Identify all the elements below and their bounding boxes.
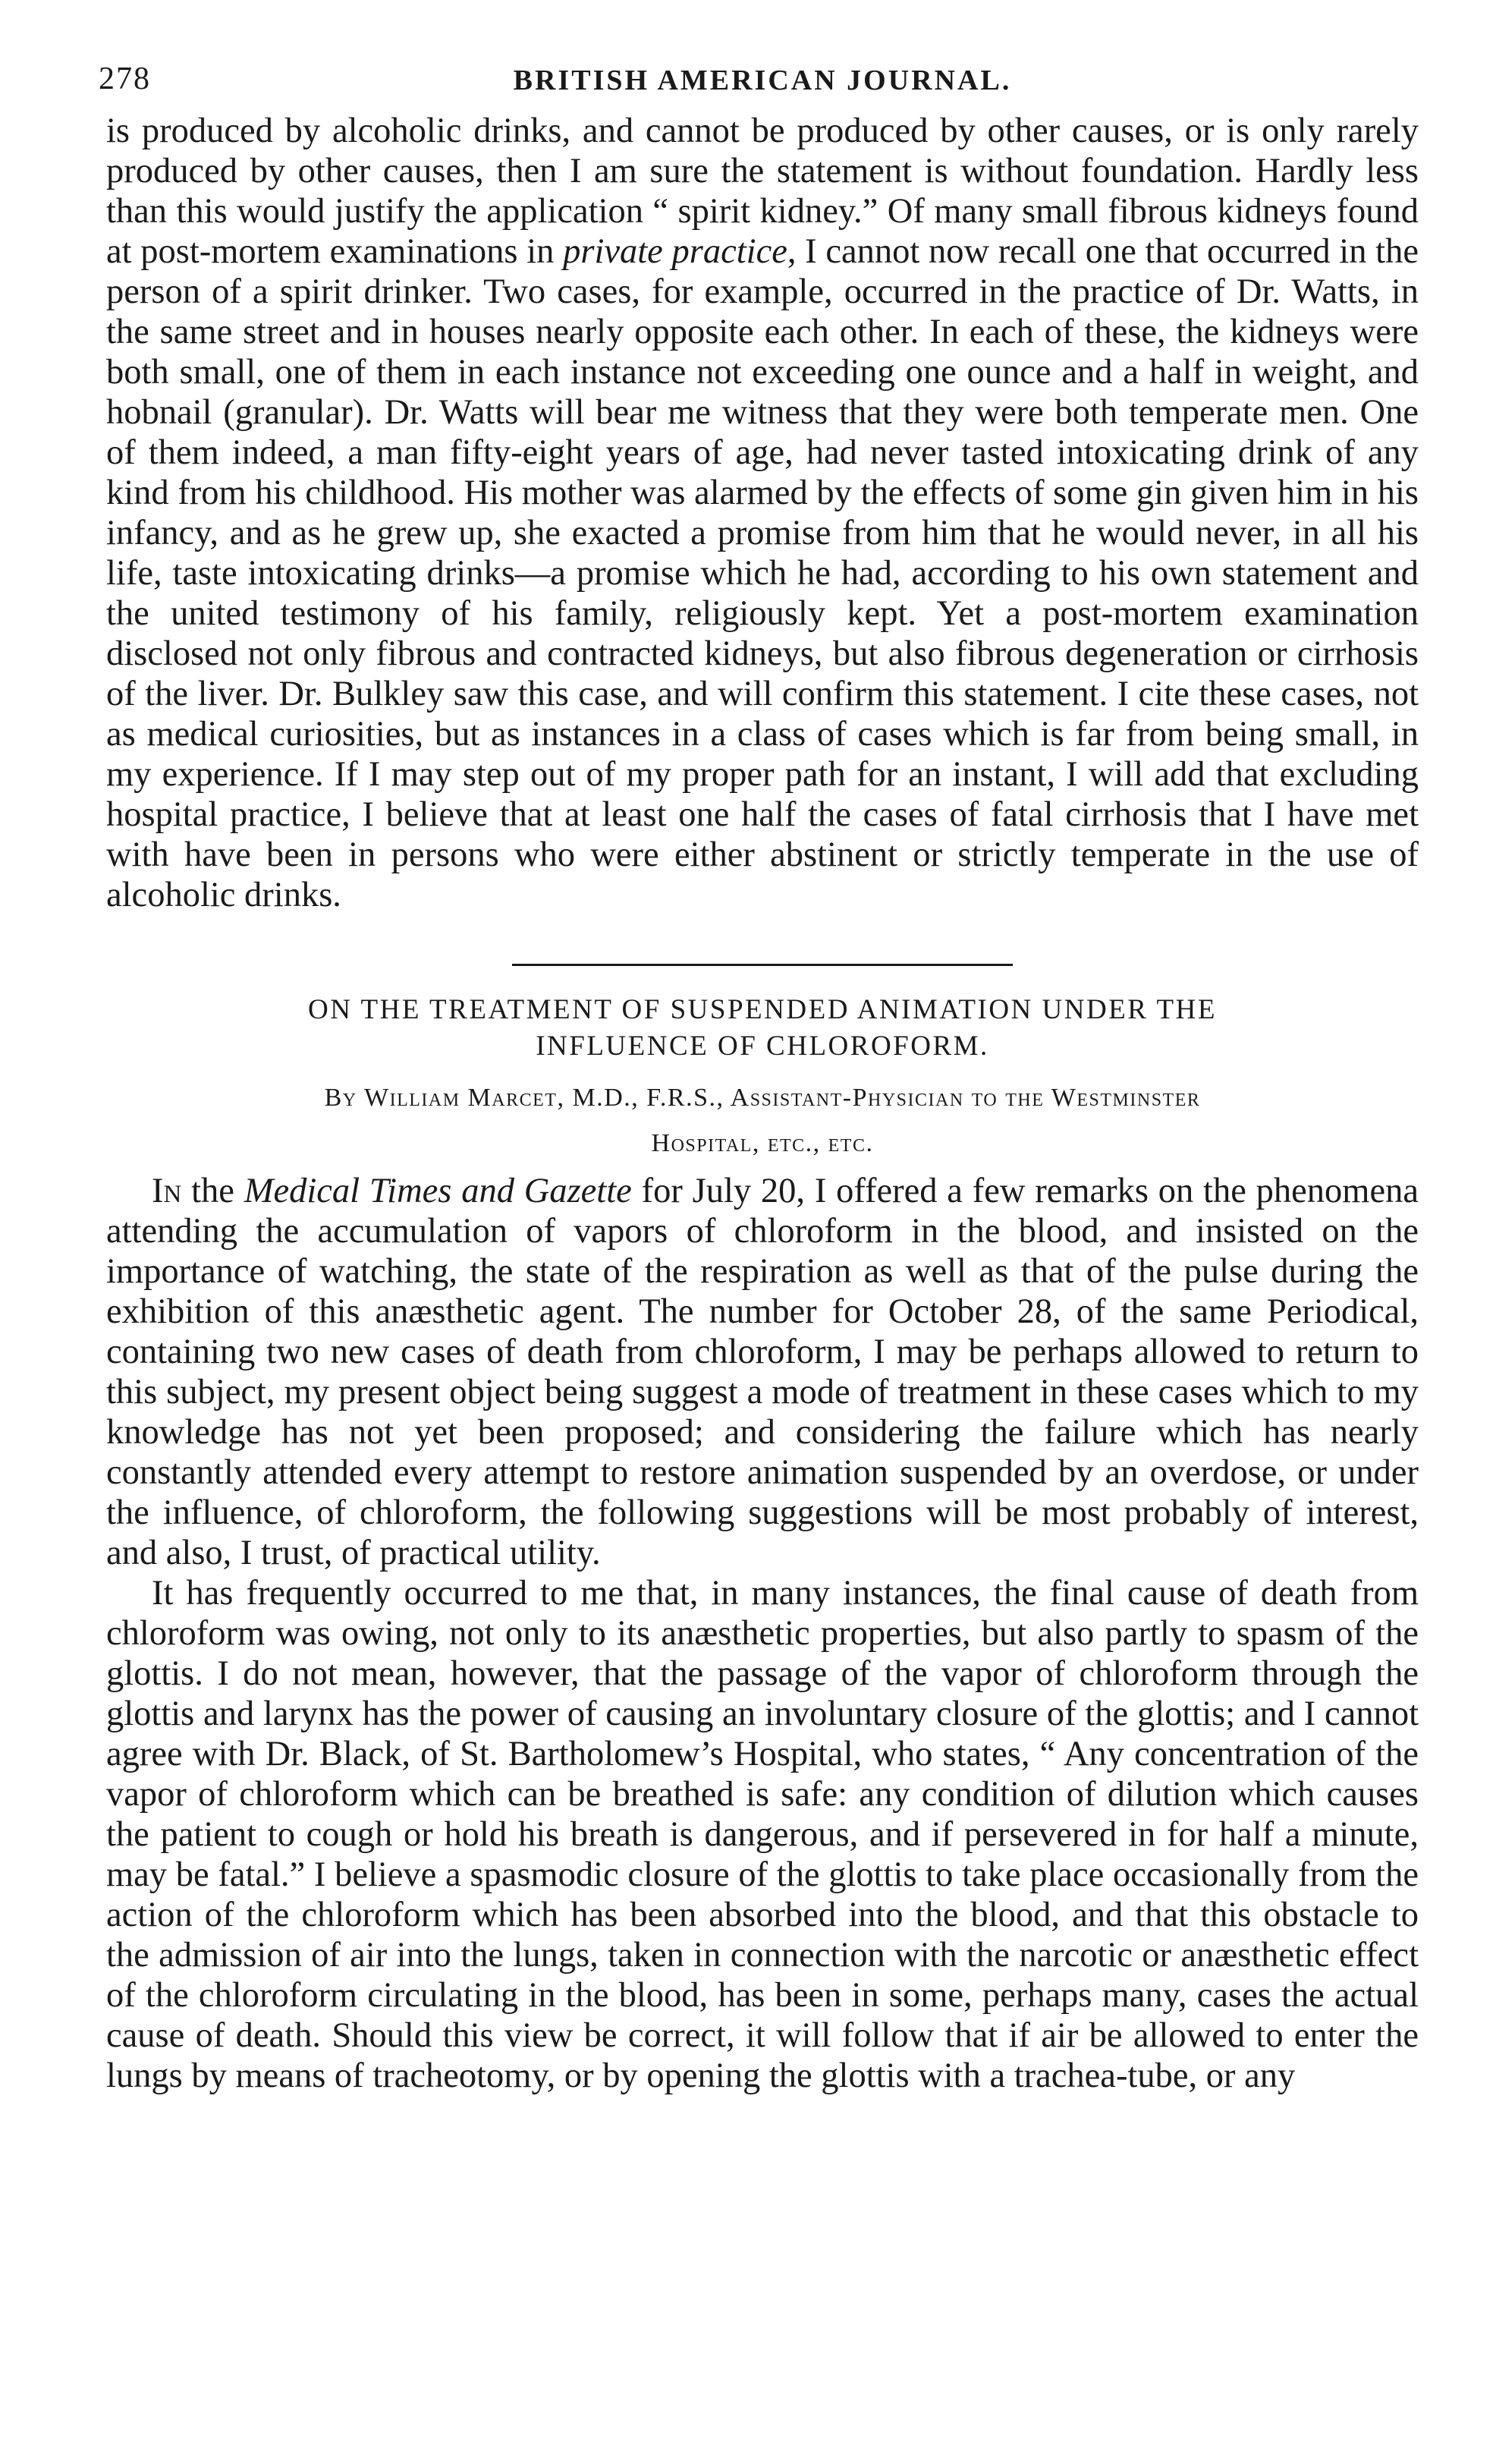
journal-page bbox=[99, 53, 1419, 2096]
continued-paragraph bbox=[106, 111, 1419, 915]
byline-line: By William Marcet, M.D., F.R.S., Assistant-Physician to the Westminster bbox=[324, 1084, 1201, 1112]
article-paragraph-2: It has frequently occurred to me that, in many instances, the final cause of death from chloroform was owing, not only to its anæsthetic properties, but also partly to spasm of the glottis. I do not mean, however, that the passage of the vapor of chloroform through the glottis and larynx has the power of causing an involuntary closure of the glottis; and I cannot agree with Dr. Black, of St. Bartholomew’s Hospital, who states, “ Any concentration of the vapor of chloroform which can be breathed is safe: any condition of dilution which causes the patient to cough or hold his breath is dangerous, and if persevered in for half a minute, may be fatal.” I believe a spasmodic closure of the glottis to take place occasionally from the action of the chloroform which has been absorbed into the blood, and that this obstacle to the admission of air into the lungs, taken in connection with the narcotic or anæsthetic effect of the chloroform circulating in the blood, has been in some, perhaps many, cases the actual cause of death. Should this view be correct, it will follow that if air be allowed to enter the lungs by means of tracheotomy, or by opening the glottis with a trachea-tube, or any bbox=[106, 1574, 1419, 2095]
paragraph-text: , I cannot now recall one that occurred in the person of a spirit drinker. Two cases, for example, occurred in the practice of Dr. Watts, in the same street and in houses nearly opposite each other. In each of these, the kidneys were both small, one of them in each instance not exceeding one ounce and a half in weight, and hobnail (granular). Dr. Watts will bear me witness that they were both temperate men. One of them indeed, a man fifty-eight years of age, had never tasted intoxicating drink of any kind from his childhood. His mother was alarmed by the effects of some gin given him in his infancy, and as he grew up, she exacted a promise from him that he would never, in all his life, taste intoxicating drinks—a promise which he had, according to his own statement and the united testimony of his family, religiously kept. Yet a post-mortem examination disclosed not only fibrous and contracted kidneys, but also fibrous degeneration or cirrhosis of the liver. Dr. Bulkley saw this case, and will confirm this statement. I cite these cases, not as medical curiosities, but as instances in a class of cases which is far from being small, in my experience. If I may step out of my proper path for an instant, I will add that excluding hospital practice, I believe that at least one half the cases of fatal cirrhosis that I have met with have been in persons who were either abstinent or strictly temperate in the use of alcoholic drinks. bbox=[106, 232, 1419, 914]
paragraph-text: the bbox=[181, 1172, 244, 1210]
emphasis-periodical-title: Medical Times and Gazette bbox=[244, 1172, 632, 1210]
author-byline bbox=[106, 1075, 1419, 1166]
section-divider bbox=[512, 964, 1013, 966]
lead-word: In bbox=[152, 1172, 182, 1210]
article-title-line: INFLUENCE OF CHLOROFORM. bbox=[536, 1031, 989, 1062]
emphasis-private-practice: private practice bbox=[563, 232, 787, 271]
paragraph-text: is produced by alcoholic drinks, and cannot be produced by other causes, or is only rarely produced by other causes, then I am sure the statement is without foundation. Hardly less than this would justify the application “ spirit kidney.” Of many small fibrous kidneys found at post-mortem examinations in bbox=[106, 112, 1419, 271]
byline-line: Hospital, etc., etc. bbox=[651, 1129, 874, 1157]
article-title bbox=[106, 992, 1419, 1065]
article-paragraph-1 bbox=[106, 1171, 1419, 1573]
page-number: 278 bbox=[99, 61, 151, 96]
running-head bbox=[99, 53, 1419, 111]
article-title-line: ON THE TREATMENT OF SUSPENDED ANIMATION UNDER THE bbox=[308, 994, 1217, 1025]
journal-title: BRITISH AMERICAN JOURNAL. bbox=[513, 65, 1012, 96]
paragraph-text: for July 20, I offered a few remarks on the phenomena attending the accumulation of vapors of chloroform in the blood, and insisted on the importance of watching, the state of the respiration as well as that of the pulse during the exhibition of this anæsthetic agent. The number for October 28, of the same Periodical, containing two new cases of death from chloroform, I may be perhaps allowed to return to this subject, my present object being suggest a mode of treatment in these cases which to my knowledge has not yet been proposed; and considering the failure which has nearly constantly attended every attempt to restore animation suspended by an overdose, or under the influence, of chloroform, the following suggestions will be most probably of interest, and also, I trust, of practical utility. bbox=[106, 1172, 1419, 1572]
